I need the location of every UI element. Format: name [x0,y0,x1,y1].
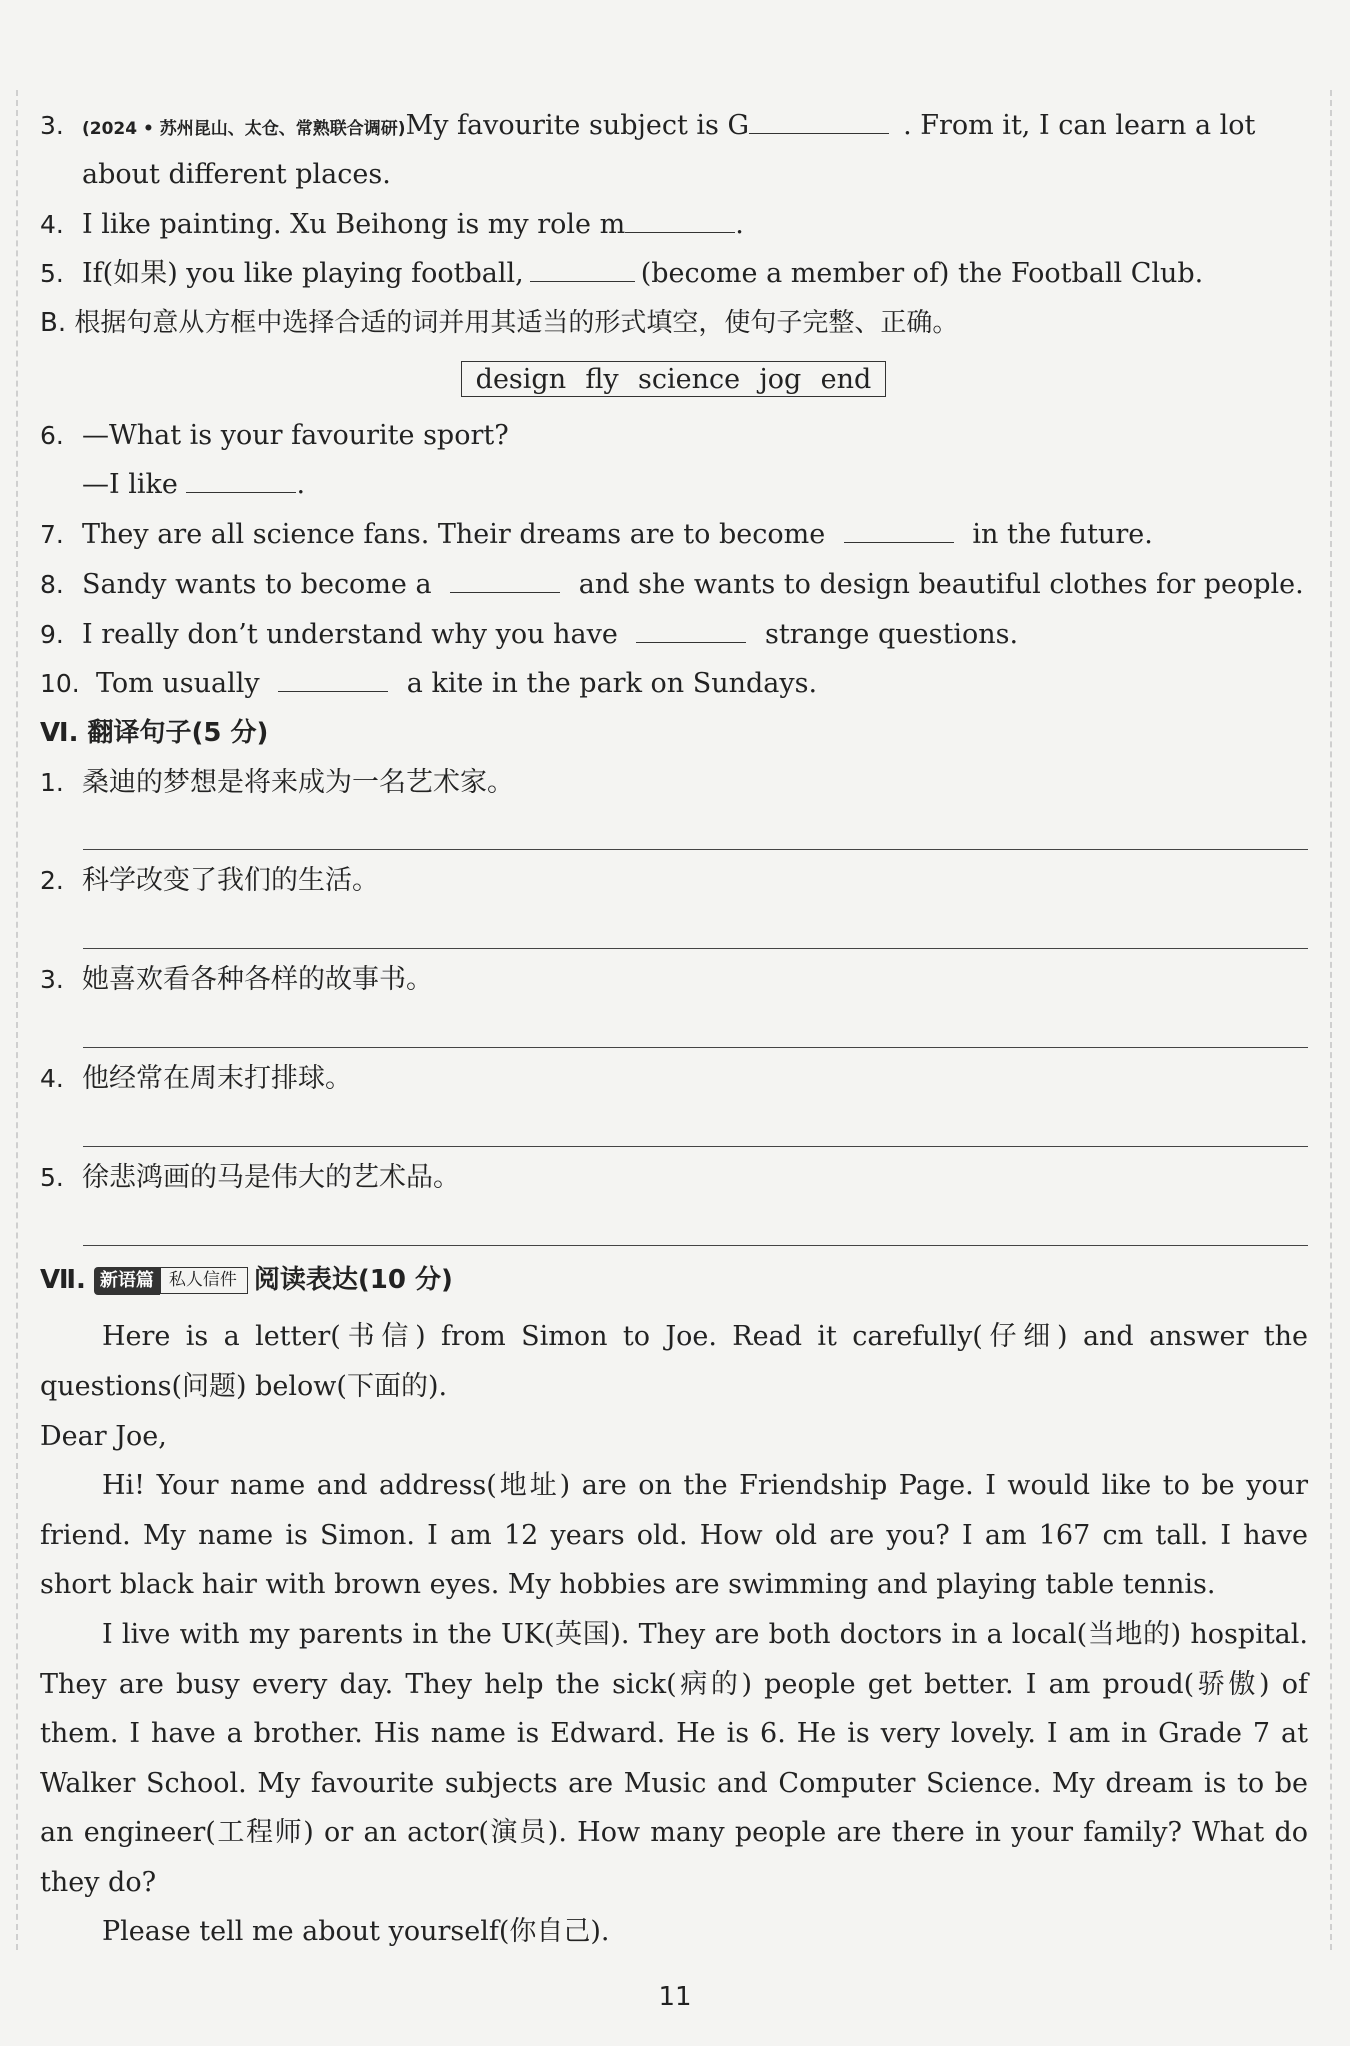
left-margin-dashes [16,90,18,1950]
answer-line-3[interactable] [83,1047,1308,1048]
question-8: 8. Sandy wants to become a and she wants to design beautiful clothes for people. [40,566,1304,604]
answer-blank[interactable] [749,107,889,134]
answer-blank[interactable] [844,516,954,543]
page-number: 11 [658,1982,692,2012]
question-6: 6. —What is your favourite sport? [40,420,509,451]
translate-item-5: 5. 徐悲鸿画的马是伟大的艺术品。 [40,1162,460,1193]
answer-blank[interactable] [278,665,388,692]
word-science: science [637,364,741,395]
translate-item-3: 3. 她喜欢看各种各样的故事书。 [40,964,433,995]
answer-blank[interactable] [530,255,635,282]
reading-intro: Here is a letter(书信) from Simon to Joe. Read it carefully(仔细) and answer the questions(问题) below(下面的). [40,1321,1308,1402]
answer-blank[interactable] [625,206,735,233]
section-vii-title: 阅读表达(10 分) [253,1265,453,1295]
translate-item-2: 2. 科学改变了我们的生活。 [40,865,379,896]
word-fly: fly [585,364,619,395]
translate-item-1: 1. 桑迪的梦想是将来成为一名艺术家。 [40,767,514,798]
question-3-continued: about different places. [82,159,391,190]
section-vii-heading [40,1261,453,1299]
question-3: 3. (2024 • 苏州昆山、太仓、常熟联合调研)My favourite subject is G . From it, I can learn a lot [40,107,1255,148]
word-design: design [475,364,567,395]
answer-line-2[interactable] [83,948,1308,949]
answer-line-1[interactable] [83,849,1308,850]
question-7: 7. They are all science fans. Their dreams are to become in the future. [40,516,1153,554]
answer-line-5[interactable] [83,1245,1308,1246]
answer-line-4[interactable] [83,1146,1308,1147]
answer-blank[interactable] [636,616,746,643]
word-box [461,361,886,397]
translate-item-4: 4. 他经常在周末打排球。 [40,1063,352,1094]
letter-paragraph-1: Hi! Your name and address(地址) are on the Friendship Page. I would like to be your friend. My name is Simon. I am 12 years old. How old are you? I am 167 cm tall. I have short black hair with brown eyes. My hobbies are swimming and playing table tennis. [40,1470,1308,1600]
answer-blank[interactable] [450,566,560,593]
question-10: 10. Tom usually a kite in the park on Sundays. [40,665,817,703]
word-end: end [820,364,872,395]
question-4: 4. I like painting. Xu Beihong is my role m . [40,206,744,244]
word-jog: jog [759,364,802,395]
letter-paragraph-3: Please tell me about yourself(你自己). [102,1916,610,1947]
section-b-instruction: B. 根据句意从方框中选择合适的词并用其适当的形式填空，使句子完整、正确。 [40,308,959,338]
question-6-reply: —I like . [82,466,305,504]
letter-paragraph-2: I live with my parents in the UK(英国). They are both doctors in a local(当地的) hospital. They are busy every day. They help the sick(病的) people get better. I am proud(骄傲) of them. I have a brother. His name is Edward. He is 6. He is very lovely. I am in Grade 7 at Walker School. My favourite subjects are Music and Computer Science. My dream is to be an engineer(工程师) or an actor(演员). How many people are there in your family? What do they do? [40,1619,1308,1898]
new-text-tag: 新语篇 [94,1267,160,1295]
answer-blank[interactable] [186,466,296,493]
source-note: (2024 • 苏州昆山、太仓、常熟联合调研) [82,119,406,139]
question-9: 9. I really don’t understand why you have strange questions. [40,616,1018,654]
question-5: 5. If(如果) you like playing football, (become a member of) the Football Club. [40,255,1203,293]
letter-type-tag: 私人信件 [160,1267,248,1294]
section-vii-numeral: Ⅶ. [40,1265,86,1295]
right-margin-dashes [1330,90,1332,1950]
letter-greeting: Dear Joe, [40,1421,167,1452]
section-vi-heading: Ⅵ. 翻译句子(5 分) [40,718,269,748]
